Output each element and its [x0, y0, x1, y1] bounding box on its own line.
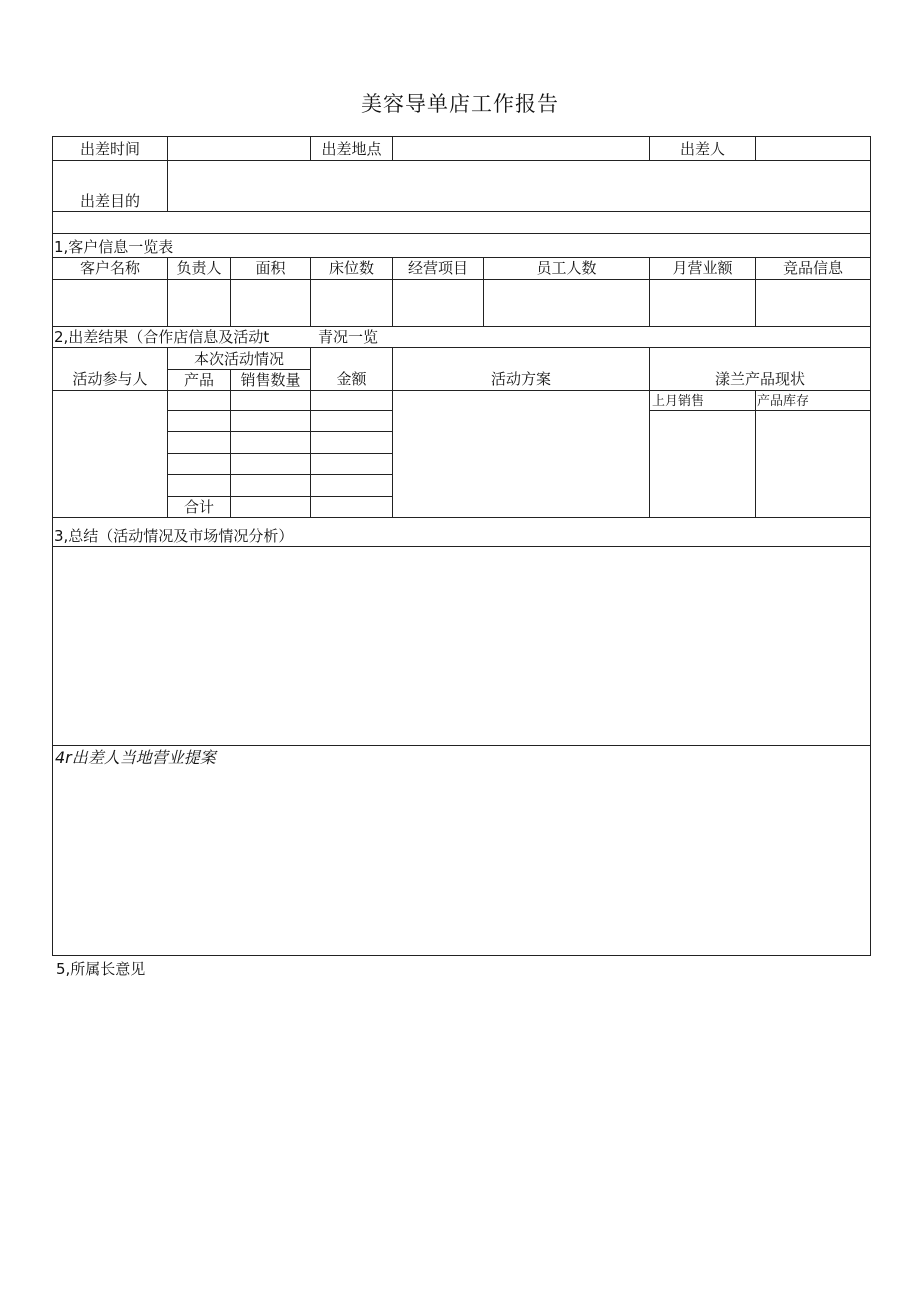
- col-customer-name: 客户名称: [79, 259, 140, 277]
- participant-label: 活动参与人: [72, 370, 148, 388]
- col-person-in-charge: 负责人: [176, 259, 222, 277]
- section2-bottom-divider: [52, 517, 871, 518]
- section2-header-divider: [52, 390, 871, 391]
- table-right-border: [870, 136, 871, 956]
- col-monthly-revenue: 月营业额: [672, 259, 733, 277]
- total-label: 合计: [183, 498, 214, 516]
- table-bottom-border: [52, 955, 871, 956]
- col-business-items: 经营项目: [407, 259, 468, 277]
- plan-label: 活动方案: [490, 370, 551, 388]
- section3-bottom-divider: [52, 745, 871, 746]
- section1-title: 1,客户信息一览表: [54, 238, 174, 256]
- trip-place-label: 出差地点: [321, 140, 382, 158]
- section1-header-divider: [52, 279, 871, 280]
- section3-title-divider: [52, 546, 871, 547]
- section1-body-divider: [52, 326, 871, 327]
- header-row-divider: [52, 160, 871, 161]
- activity-row-line: [167, 431, 392, 432]
- activity-row-line: [167, 453, 392, 454]
- header-col-line: [392, 136, 393, 160]
- purpose-label: 出差目的: [79, 192, 140, 210]
- header-col-line: [167, 136, 168, 211]
- blank-row-divider: [52, 233, 871, 234]
- activity-row-line: [167, 410, 392, 411]
- section4-title: 4r出差人当地营业提案: [55, 748, 216, 767]
- section2-title-tail: 青况一览: [318, 328, 379, 346]
- section2-col-line: [230, 369, 231, 517]
- section3-title: 3,总结（活动情况及市场情况分析）: [54, 527, 294, 545]
- activity-row-line: [167, 474, 392, 475]
- product-label: 产品: [183, 371, 214, 389]
- trip-time-label: 出差时间: [79, 140, 140, 158]
- activity-row-line: [167, 496, 392, 497]
- section2-col-line: [755, 390, 756, 517]
- section2-title-divider: [52, 347, 871, 348]
- stock-label: 产品库存: [757, 394, 810, 409]
- last-month-sales-label: 上月销售: [652, 394, 705, 409]
- table-top-border: [52, 136, 871, 137]
- status-subheader-line: [649, 410, 871, 411]
- report-title: 美容导单店工作报告: [361, 92, 559, 116]
- section2-title: 2,出差结果（合作店信息及活动t: [54, 328, 270, 346]
- product-status-label: 漾兰产品现状: [714, 370, 805, 388]
- col-area: 面积: [255, 259, 286, 277]
- header-col-line: [755, 136, 756, 160]
- activity-subheader-line: [167, 369, 310, 370]
- col-bed-count: 床位数: [328, 259, 374, 277]
- purpose-row-divider: [52, 211, 871, 212]
- sales-qty-label: 销售数量: [240, 371, 301, 389]
- amount-label: 金额: [336, 370, 367, 388]
- section5-title: 5,所属长意见: [56, 960, 146, 978]
- col-competitor-info: 竞品信息: [782, 259, 843, 277]
- section1-title-divider: [52, 257, 871, 258]
- traveler-label: 出差人: [679, 140, 725, 158]
- col-staff-count: 员工人数: [536, 259, 597, 277]
- activity-label: 本次活动情况: [193, 350, 284, 368]
